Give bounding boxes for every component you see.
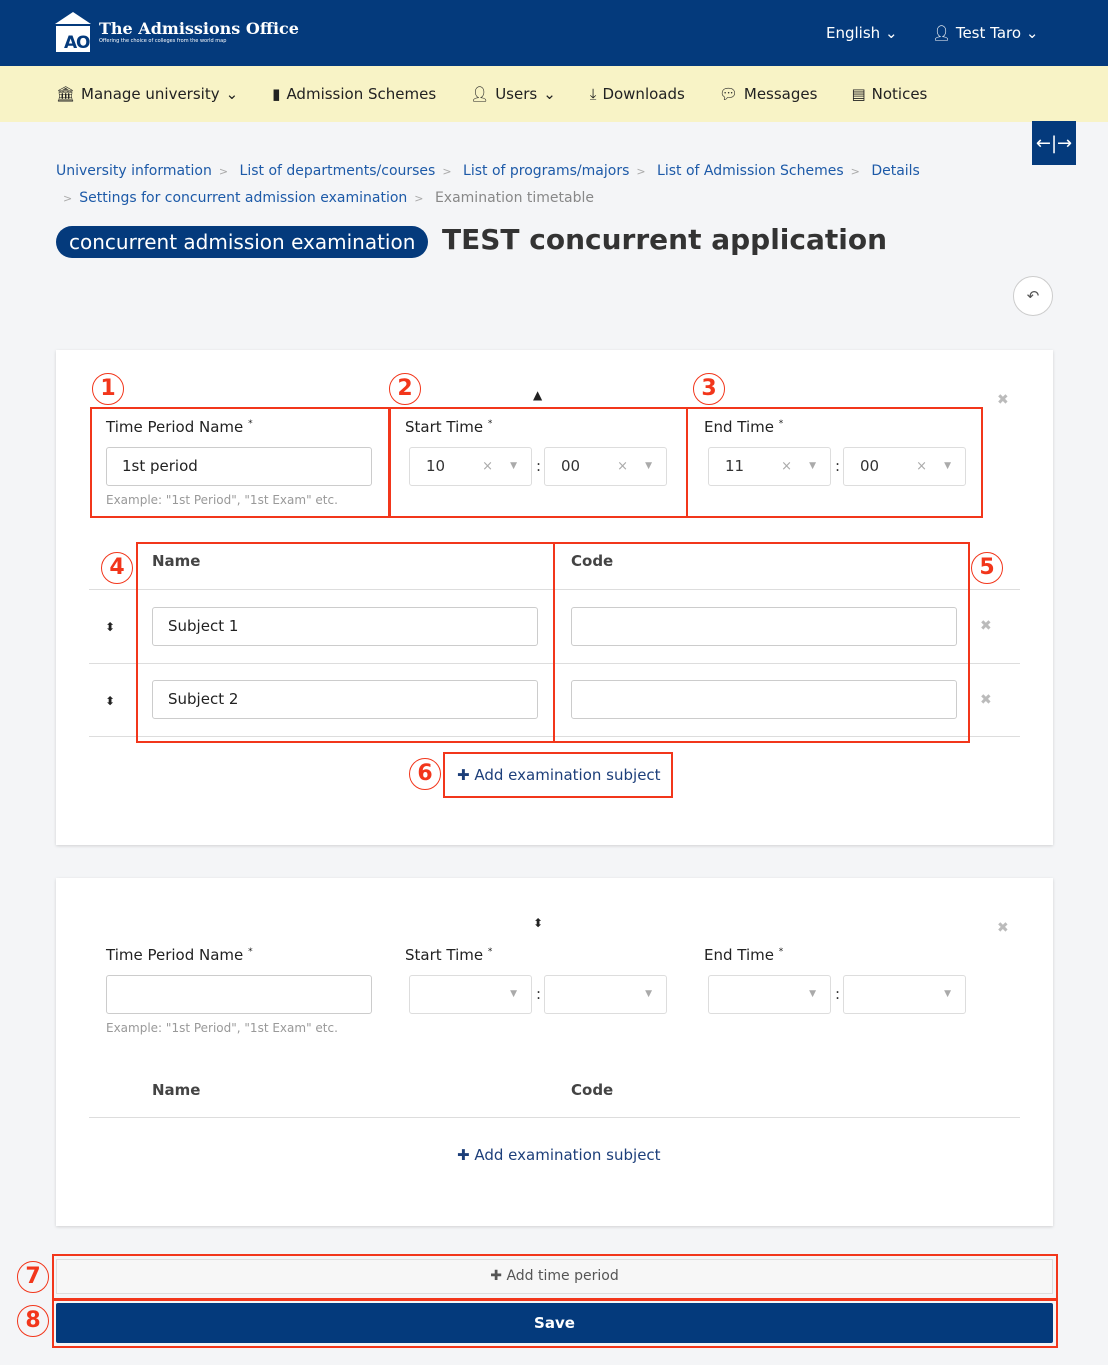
clear-icon: × <box>781 459 792 474</box>
add-subject-button[interactable]: ✚ Add examination subject <box>457 766 661 784</box>
annotation-box <box>553 542 970 743</box>
nav-label: Downloads <box>602 85 685 103</box>
breadcrumb-link[interactable]: List of departments/courses <box>239 163 436 179</box>
start-time-label: Start Time * <box>405 418 493 436</box>
end-hour-select[interactable]: 11 × ▼ <box>708 447 831 486</box>
save-button[interactable]: Save <box>56 1303 1053 1343</box>
colon: : <box>835 985 841 1003</box>
document-icon: ▮ <box>272 85 281 103</box>
end-time-label: End Time * <box>704 946 784 964</box>
caret-down-icon: ▼ <box>510 461 517 471</box>
start-time-label: Start Time * <box>405 946 493 964</box>
column-header-code: Code <box>571 1081 614 1099</box>
scheme-type-badge: concurrent admission examination <box>56 226 428 258</box>
main-nav <box>0 66 1108 122</box>
clear-icon: × <box>916 459 927 474</box>
language-label: English <box>826 24 881 42</box>
column-header-name: Name <box>152 1081 201 1099</box>
annotation-box <box>52 1254 1058 1300</box>
caret-down-icon: ▼ <box>645 461 652 471</box>
sort-handle-icon[interactable]: ⬍ <box>533 916 544 930</box>
nav-messages[interactable] <box>719 85 818 103</box>
column-header-code: Code <box>571 552 614 570</box>
annotation-number: 6 <box>409 758 441 790</box>
subject-name-input[interactable]: Subject 2 <box>152 680 538 719</box>
nav-downloads[interactable] <box>590 85 685 103</box>
user-dropdown[interactable] <box>932 24 1038 42</box>
remove-subject-icon[interactable]: ✖ <box>980 618 992 634</box>
start-hour-select[interactable] <box>409 975 532 1014</box>
chevron-down-icon: ⌄ <box>543 85 556 103</box>
colon: : <box>536 457 542 475</box>
add-subject-button[interactable]: ✚ Add examination subject <box>457 1146 661 1164</box>
language-dropdown[interactable] <box>826 24 898 42</box>
annotation-box <box>90 407 390 518</box>
user-name: Test Taro <box>955 24 1022 42</box>
caret-down-icon: ▼ <box>645 989 652 999</box>
caret-down-icon: ▼ <box>809 989 816 999</box>
annotation-number: 7 <box>17 1261 49 1293</box>
annotation-box <box>686 407 983 518</box>
remove-period-icon[interactable]: ✖ <box>997 392 1009 408</box>
period-name-input[interactable]: 1st period <box>106 447 372 486</box>
annotation-number: 4 <box>101 552 133 584</box>
end-time-label: End Time * <box>704 418 784 436</box>
notice-icon: ▤ <box>851 85 866 103</box>
add-time-period-button[interactable]: ✚ Add time period <box>56 1259 1053 1294</box>
breadcrumb-current: Examination timetable <box>434 190 594 206</box>
breadcrumb: University information > List of departments/courses > List of programs/majors > List of Admission Schemes > Details > Settings for concurrent admission examination > Examination timetable <box>56 163 920 206</box>
chat-icon: 💬︎ <box>718 85 738 103</box>
remove-subject-icon[interactable]: ✖ <box>980 692 992 708</box>
plus-icon: ✚ <box>490 1268 503 1284</box>
chevron-down-icon: ⌄ <box>225 85 239 103</box>
user-icon: 👤︎ <box>470 85 490 103</box>
breadcrumb-link[interactable]: University information <box>56 163 212 179</box>
page-title: TEST concurrent application <box>442 223 888 256</box>
user-icon: 👤︎ <box>932 24 952 42</box>
svg-text:O: O <box>76 33 91 52</box>
annotation-number: 5 <box>971 552 1003 584</box>
annotation-box <box>389 407 688 518</box>
start-minute-select[interactable] <box>544 975 667 1014</box>
annotation-box <box>52 1299 1058 1348</box>
expand-width-button[interactable] <box>1032 121 1076 165</box>
nav-users[interactable] <box>470 85 556 103</box>
nav-label: Users <box>495 85 538 103</box>
annotation-number: 3 <box>693 373 725 405</box>
arrows-horizontal-icon: ←|→ <box>1035 132 1073 154</box>
caret-down-icon: ▼ <box>809 461 816 471</box>
nav-label: Notices <box>871 85 928 103</box>
nav-admission-schemes[interactable] <box>272 85 436 103</box>
chevron-down-icon: ⌄ <box>1025 24 1039 42</box>
svg-text:A: A <box>64 33 78 52</box>
clear-icon: × <box>482 459 493 474</box>
nav-label: Manage university <box>81 85 220 103</box>
logo-title: The Admissions Office <box>99 18 299 38</box>
logo-icon <box>55 12 91 52</box>
sort-handle-icon[interactable]: ▲ <box>533 388 543 402</box>
annotation-number: 1 <box>92 373 124 405</box>
period-name-label: Time Period Name * <box>106 418 253 436</box>
caret-down-icon: ▼ <box>510 989 517 999</box>
colon: : <box>536 985 542 1003</box>
start-hour-select[interactable]: 10 × ▼ <box>409 447 532 486</box>
annotation-number: 8 <box>17 1305 49 1337</box>
download-icon: ⤓ <box>589 85 597 103</box>
nav-notices[interactable] <box>851 85 927 103</box>
column-header-name: Name <box>152 552 201 570</box>
end-minute-select[interactable]: 00 × ▼ <box>843 447 966 486</box>
annotation-box <box>443 752 673 798</box>
period-name-label: Time Period Name * <box>106 946 253 964</box>
back-button[interactable] <box>1013 276 1053 316</box>
clear-icon: × <box>617 459 628 474</box>
caret-down-icon: ▼ <box>944 461 951 471</box>
plus-icon: ✚ <box>457 766 470 784</box>
remove-period-icon[interactable]: ✖ <box>997 920 1009 936</box>
university-icon: 🏛︎ <box>56 85 76 103</box>
sort-handle-icon[interactable]: ⬍ <box>105 694 116 708</box>
logo[interactable] <box>55 12 299 52</box>
chevron-down-icon: ⌄ <box>884 24 898 42</box>
nav-label: Messages <box>743 85 818 103</box>
time-period-card <box>56 878 1053 1226</box>
plus-icon: ✚ <box>457 1146 470 1164</box>
sort-handle-icon[interactable]: ⬍ <box>105 620 116 634</box>
start-minute-select[interactable]: 00 × ▼ <box>544 447 667 486</box>
breadcrumb-link[interactable]: Details <box>871 163 920 179</box>
nav-label: Admission Schemes <box>286 85 437 103</box>
breadcrumb-link[interactable]: Settings for concurrent admission examination <box>79 190 408 206</box>
nav-manage-university[interactable] <box>56 85 238 103</box>
period-name-input[interactable] <box>106 975 372 1014</box>
subject-name-input[interactable]: Subject 1 <box>152 607 538 646</box>
caret-down-icon: ▼ <box>944 989 951 999</box>
annotation-box <box>136 542 555 743</box>
top-header <box>0 0 1108 66</box>
end-minute-select[interactable] <box>843 975 966 1014</box>
end-hour-select[interactable] <box>708 975 831 1014</box>
period-name-hint: Example: "1st Period", "1st Exam" etc. <box>106 493 338 507</box>
breadcrumb-link[interactable]: List of Admission Schemes <box>657 163 844 179</box>
annotation-number: 2 <box>389 373 421 405</box>
colon: : <box>835 457 841 475</box>
period-name-hint: Example: "1st Period", "1st Exam" etc. <box>106 1021 338 1035</box>
logo-tagline: Offering the choice of colleges from the world map <box>99 37 227 44</box>
breadcrumb-link[interactable]: List of programs/majors <box>463 163 630 179</box>
reply-arrow-icon: ↶ <box>1026 287 1040 305</box>
